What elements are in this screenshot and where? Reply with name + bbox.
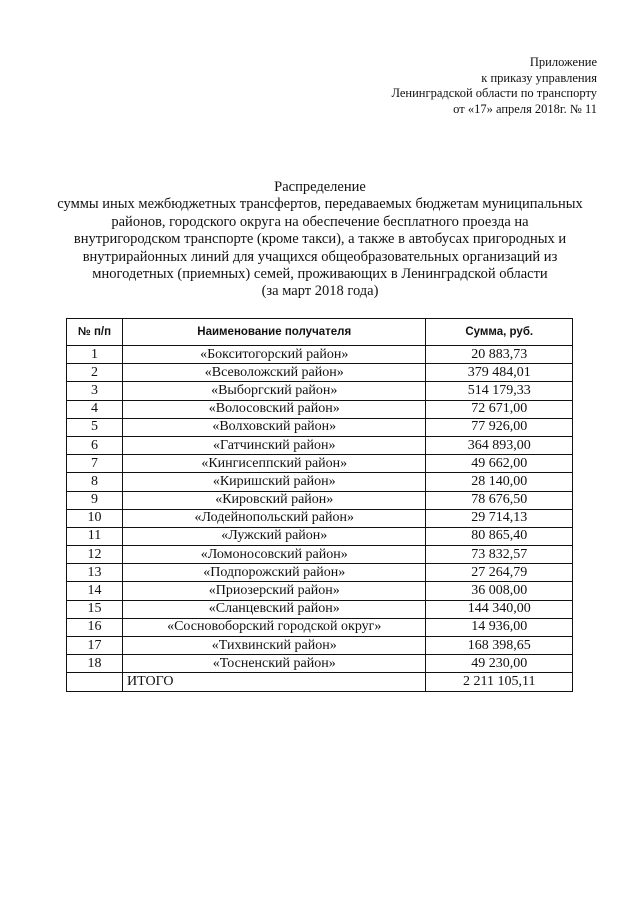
row-amount: 168 398,65	[426, 637, 573, 655]
row-number: 6	[67, 436, 123, 454]
row-amount: 29 714,13	[426, 509, 573, 527]
annex-line: Приложение	[529, 55, 597, 69]
row-number: 1	[67, 346, 123, 364]
row-number: 5	[67, 418, 123, 436]
table-row	[67, 527, 573, 545]
row-number: 2	[67, 364, 123, 382]
row-number: 18	[67, 655, 123, 673]
table-row	[67, 600, 573, 618]
distribution-table	[66, 318, 573, 692]
header-amount: Сумма, руб.	[426, 319, 573, 346]
annex-line: к приказу управления	[481, 70, 597, 85]
row-number: 16	[67, 618, 123, 636]
annex-line: от «17» апреля 2018г. № 11	[453, 101, 597, 116]
row-amount: 72 671,00	[426, 400, 573, 418]
row-amount: 27 264,79	[426, 564, 573, 582]
row-amount: 144 340,00	[426, 600, 573, 618]
table-row	[67, 436, 573, 454]
row-recipient: «Сланцевский район»	[123, 600, 426, 618]
row-amount: 78 676,50	[426, 491, 573, 509]
row-amount: 379 484,01	[426, 364, 573, 382]
row-number: 10	[67, 509, 123, 527]
row-amount: 20 883,73	[426, 346, 573, 364]
total-number-cell	[67, 673, 123, 691]
document-heading	[40, 179, 600, 301]
row-recipient: «Ломоносовский район»	[123, 546, 426, 564]
table-row	[67, 418, 573, 436]
table-row	[67, 455, 573, 473]
row-number: 15	[67, 600, 123, 618]
heading-line: внутрирайонных линий для учащихся общеобразовательных организаций из	[82, 248, 558, 265]
annex-block	[391, 55, 597, 117]
row-recipient: «Волосовский район»	[123, 400, 426, 418]
row-number: 7	[67, 455, 123, 473]
table-row	[67, 618, 573, 636]
table-header-row	[67, 319, 573, 346]
row-number: 9	[67, 491, 123, 509]
row-recipient: «Кировский район»	[123, 491, 426, 509]
table-row	[67, 491, 573, 509]
row-recipient: «Всеволожский район»	[123, 364, 426, 382]
row-number: 13	[67, 564, 123, 582]
row-number: 12	[67, 546, 123, 564]
row-amount: 28 140,00	[426, 473, 573, 491]
header-recipient: Наименование получателя	[123, 319, 426, 346]
heading-line: внутригородском транспорте (кроме такси), а также в автобусах пригородных и	[73, 231, 567, 248]
table-row	[67, 382, 573, 400]
row-recipient: «Гатчинский район»	[123, 436, 426, 454]
row-number: 8	[67, 473, 123, 491]
table-row	[67, 637, 573, 655]
row-amount: 36 008,00	[426, 582, 573, 600]
row-number: 17	[67, 637, 123, 655]
heading-line: районов, городского округа на обеспечение бесплатного проезда на	[111, 213, 529, 230]
table-row	[67, 473, 573, 491]
row-amount: 364 893,00	[426, 436, 573, 454]
heading-period: (за март 2018 года)	[261, 283, 379, 300]
row-number: 11	[67, 527, 123, 545]
heading-line: суммы иных межбюджетных трансфертов, передаваемых бюджетам муниципальных	[57, 196, 583, 213]
total-amount: 2 211 105,11	[426, 673, 573, 691]
row-amount: 14 936,00	[426, 618, 573, 636]
table-row	[67, 546, 573, 564]
row-recipient: «Кингисеппский район»	[123, 455, 426, 473]
row-recipient: «Бокситогорский район»	[123, 346, 426, 364]
table-total-row	[67, 673, 573, 691]
row-amount: 514 179,33	[426, 382, 573, 400]
row-recipient: «Приозерский район»	[123, 582, 426, 600]
total-label: ИТОГО	[123, 673, 426, 691]
row-number: 14	[67, 582, 123, 600]
row-recipient: «Лужский район»	[123, 527, 426, 545]
table-row	[67, 582, 573, 600]
row-number: 4	[67, 400, 123, 418]
row-amount: 80 865,40	[426, 527, 573, 545]
table-body	[67, 346, 573, 673]
row-recipient: «Тосненский район»	[123, 655, 426, 673]
row-recipient: «Выборгский район»	[123, 382, 426, 400]
row-amount: 49 230,00	[426, 655, 573, 673]
table-row	[67, 655, 573, 673]
row-amount: 73 832,57	[426, 546, 573, 564]
document-title: Распределение	[274, 179, 366, 195]
row-recipient: «Подпорожский район»	[123, 564, 426, 582]
table-row	[67, 509, 573, 527]
heading-line: многодетных (приемных) семей, проживающих в Ленинградской области	[92, 266, 548, 283]
table-row	[67, 346, 573, 364]
row-amount: 77 926,00	[426, 418, 573, 436]
row-recipient: «Сосновоборский городской округ»	[123, 618, 426, 636]
annex-line: Ленинградской области по транспорту	[391, 86, 597, 100]
table-row	[67, 400, 573, 418]
table-row	[67, 364, 573, 382]
row-amount: 49 662,00	[426, 455, 573, 473]
header-number: № п/п	[67, 319, 123, 346]
table-row	[67, 564, 573, 582]
row-recipient: «Киришский район»	[123, 473, 426, 491]
row-recipient: «Волховский район»	[123, 418, 426, 436]
row-recipient: «Тихвинский район»	[123, 637, 426, 655]
row-recipient: «Лодейнопольский район»	[123, 509, 426, 527]
row-number: 3	[67, 382, 123, 400]
